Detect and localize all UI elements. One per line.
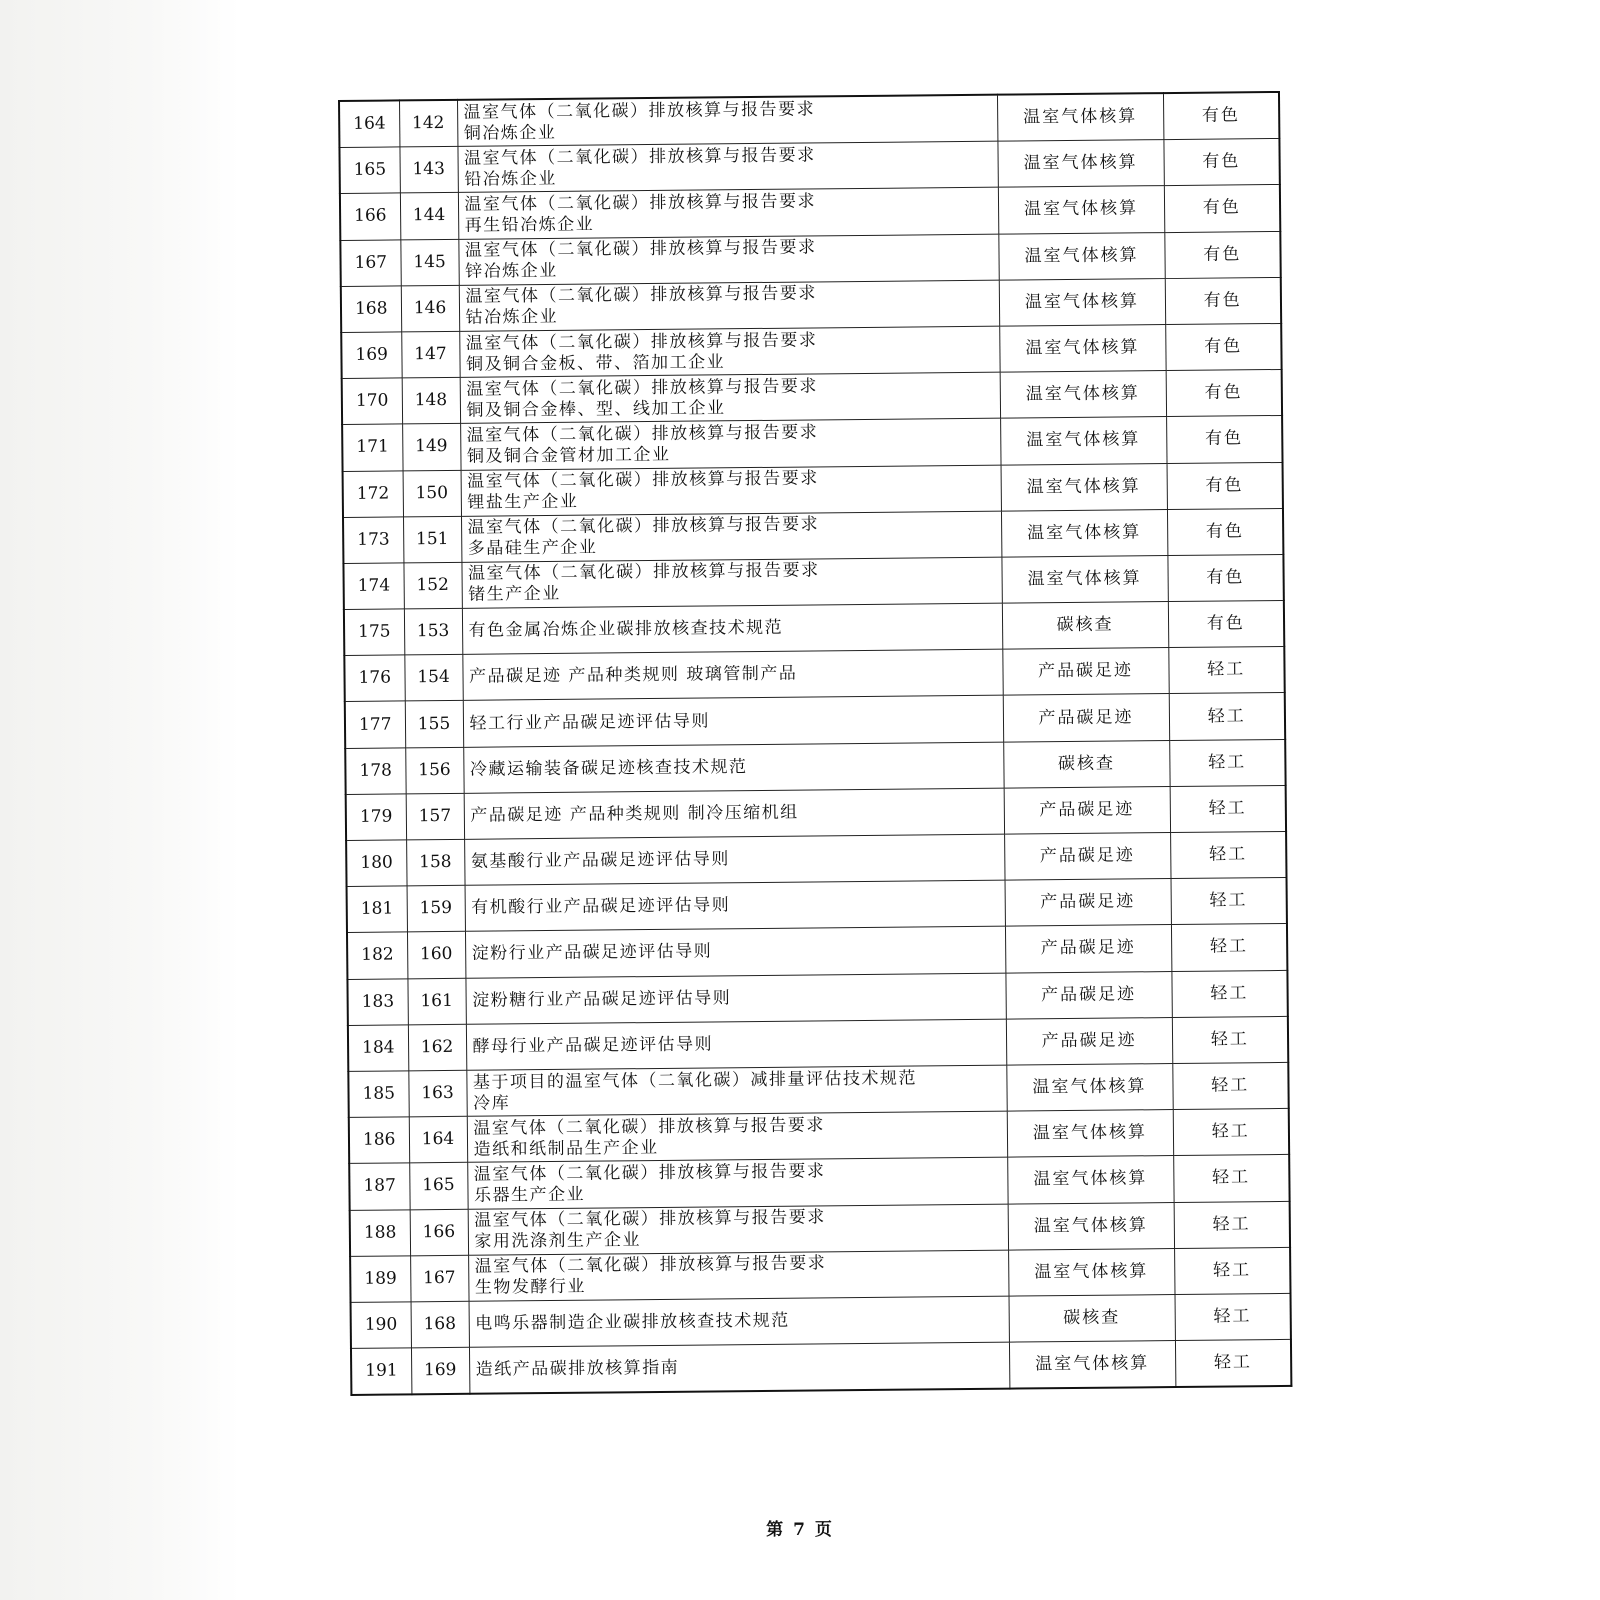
standard-name-line: 有机酸行业产品碳足迹评估导则: [471, 895, 731, 919]
cell-sequence-number: 183: [347, 978, 407, 1025]
table-body: [339, 92, 1291, 1395]
standard-name-line: 钴冶炼企业: [465, 307, 559, 329]
cell-sequence-number: 182: [347, 932, 407, 979]
cell-standard-name: [465, 880, 1005, 931]
cell-item-number: 157: [406, 793, 464, 840]
cell-standard-name: [460, 418, 1000, 469]
cell-sequence-number: 190: [351, 1302, 411, 1349]
cell-item-number: 147: [401, 331, 459, 378]
cell-category: 温室气体核算: [998, 186, 1164, 234]
cell-industry: 轻工: [1171, 970, 1287, 1017]
cell-sequence-number: 171: [342, 424, 402, 471]
cell-category: 产品碳足迹: [1002, 648, 1168, 696]
standard-name-line: 温室气体（二氧化碳）排放核算与报告要求: [466, 422, 819, 446]
cell-standard-name: [463, 742, 1003, 793]
cell-sequence-number: 165: [339, 147, 399, 194]
standard-name-line: 锂盐生产企业: [467, 491, 579, 513]
cell-standard-name: [468, 1204, 1008, 1255]
cell-standard-name: [467, 1157, 1007, 1208]
cell-sequence-number: 176: [344, 655, 404, 702]
cell-industry: 有色: [1166, 370, 1282, 417]
cell-category: 温室气体核算: [1001, 509, 1167, 557]
cell-industry: 轻工: [1174, 1247, 1290, 1294]
cell-standard-name: [469, 1296, 1009, 1347]
standard-name-line: 锗生产企业: [468, 584, 561, 606]
standard-name-line: 温室气体（二氧化碳）排放核算与报告要求: [465, 329, 818, 354]
cell-sequence-number: 169: [341, 332, 401, 379]
cell-sequence-number: 188: [350, 1209, 410, 1256]
cell-item-number: 150: [403, 470, 461, 517]
cell-standard-name: [465, 973, 1005, 1024]
cell-industry: 轻工: [1169, 739, 1285, 786]
cell-category: 温室气体核算: [999, 278, 1165, 326]
cell-sequence-number: 170: [342, 378, 402, 425]
cell-industry: 轻工: [1175, 1339, 1291, 1387]
cell-category: 温室气体核算: [999, 325, 1165, 373]
cell-sequence-number: 191: [351, 1348, 411, 1395]
page-number: 第 7 页: [766, 1520, 834, 1540]
cell-category: 温室气体核算: [1007, 1156, 1173, 1204]
cell-item-number: 144: [400, 193, 458, 240]
cell-item-number: 151: [403, 516, 461, 563]
cell-item-number: 163: [408, 1070, 466, 1117]
cell-item-number: 169: [411, 1347, 469, 1394]
standard-name-line: 有色金属冶炼企业碳排放核查技术规范: [468, 617, 784, 641]
standard-name-line: 温室气体（二氧化碳）排放核算与报告要求: [473, 1115, 825, 1139]
cell-standard-name: [465, 927, 1005, 978]
cell-industry: 有色: [1167, 554, 1283, 601]
cell-industry: 有色: [1164, 231, 1280, 278]
cell-category: 产品碳足迹: [1003, 694, 1169, 742]
cell-category: 温室气体核算: [1008, 1202, 1174, 1250]
cell-industry: 有色: [1167, 462, 1283, 509]
cell-category: 产品碳足迹: [1005, 925, 1171, 973]
cell-industry: 有色: [1163, 92, 1279, 140]
table-row: [351, 1339, 1291, 1395]
standard-name-line: 造纸和纸制品生产企业: [473, 1137, 659, 1160]
cell-industry: 轻工: [1172, 1016, 1288, 1063]
cell-category: 温室气体核算: [1009, 1341, 1175, 1389]
cell-industry: 轻工: [1171, 924, 1287, 971]
cell-industry: 轻工: [1175, 1293, 1291, 1340]
cell-industry: 有色: [1165, 277, 1281, 324]
standard-name-line: 锌冶炼企业: [465, 261, 558, 282]
cell-item-number: 165: [409, 1163, 467, 1210]
cell-category: 温室气体核算: [1001, 463, 1167, 511]
cell-standard-name: [466, 1065, 1006, 1116]
standard-name-line: 温室气体（二氧化碳）排放核算与报告要求: [467, 514, 820, 539]
standards-table: [338, 91, 1292, 1396]
cell-standard-name: [468, 1250, 1008, 1301]
cell-category: 温室气体核算: [1000, 371, 1166, 419]
standard-name-line: 温室气体（二氧化碳）排放核算与报告要求: [473, 1161, 826, 1185]
cell-item-number: 162: [408, 1024, 466, 1071]
cell-industry: 有色: [1163, 139, 1279, 186]
cell-sequence-number: 184: [348, 1025, 408, 1072]
standard-name-line: 温室气体（二氧化碳）排放核算与报告要求: [474, 1253, 827, 1278]
cell-category: 产品碳足迹: [1005, 879, 1171, 927]
standard-name-line: 淀粉糖行业产品碳足迹评估导则: [472, 987, 732, 1011]
cell-standard-name: [461, 557, 1001, 608]
cell-category: 产品碳足迹: [1004, 786, 1170, 834]
cell-industry: 轻工: [1170, 785, 1286, 832]
cell-standard-name: [457, 95, 997, 147]
cell-category: 温室气体核算: [997, 93, 1163, 141]
standard-name-line: 产品碳足迹 产品种类规则 制冷压缩机组: [470, 802, 799, 826]
cell-sequence-number: 173: [343, 517, 403, 564]
standard-name-line: 温室气体（二氧化碳）排放核算与报告要求: [464, 237, 817, 261]
cell-category: 温室气体核算: [1007, 1110, 1173, 1158]
cell-standard-name: [462, 603, 1002, 654]
standard-name-line: 铅冶炼企业: [464, 168, 557, 190]
cell-standard-name: [464, 834, 1004, 885]
standard-name-line: 家用洗涤剂生产企业: [474, 1230, 642, 1252]
cell-item-number: 153: [404, 608, 462, 655]
cell-industry: 轻工: [1173, 1155, 1289, 1202]
page-gutter: [0, 0, 240, 1600]
cell-standard-name: [464, 788, 1004, 839]
cell-sequence-number: 177: [345, 701, 405, 748]
standard-name-line: 淀粉行业产品碳足迹评估导则: [471, 941, 713, 965]
cell-item-number: 149: [402, 424, 460, 471]
cell-standard-name: [458, 234, 998, 285]
cell-category: 碳核查: [1003, 740, 1169, 788]
standard-name-line: 电鸣乐器制造企业碳排放核查技术规范: [475, 1310, 790, 1334]
standard-name-line: 氨基酸行业产品碳足迹评估导则: [470, 849, 730, 872]
standard-name-line: 温室气体（二氧化碳）排放核算与报告要求: [467, 468, 819, 492]
cell-standard-name: [463, 696, 1003, 747]
cell-sequence-number: 181: [347, 886, 407, 933]
cell-category: 温室气体核算: [1000, 417, 1166, 465]
cell-item-number: 148: [402, 377, 460, 424]
cell-industry: 有色: [1166, 416, 1282, 463]
cell-industry: 轻工: [1169, 693, 1285, 740]
standard-name-line: 冷藏运输装备碳足迹核查技术规范: [469, 756, 748, 780]
standard-name-line: 铜及铜合金板、带、箔加工企业: [465, 351, 726, 375]
cell-sequence-number: 185: [348, 1071, 408, 1118]
cell-sequence-number: 189: [350, 1256, 410, 1303]
cell-sequence-number: 174: [343, 563, 403, 610]
standard-name-line: 造纸产品碳排放核算指南: [475, 1357, 680, 1380]
standard-name-line: 产品碳足迹 产品种类规则 玻璃管制产品: [468, 663, 798, 688]
standard-name-line: 酵母行业产品碳足迹评估导则: [472, 1034, 714, 1057]
standard-name-line: 铜及铜合金棒、型、线加工企业: [466, 398, 726, 421]
cell-item-number: 164: [409, 1116, 467, 1163]
cell-category: 产品碳足迹: [1006, 1017, 1172, 1065]
cell-category: 温室气体核算: [1006, 1063, 1172, 1111]
cell-industry: 有色: [1165, 323, 1281, 370]
cell-item-number: 146: [401, 285, 459, 332]
cell-category: 温室气体核算: [1008, 1248, 1174, 1296]
cell-industry: 轻工: [1170, 831, 1286, 878]
cell-standard-name: [461, 465, 1001, 516]
cell-item-number: 154: [404, 655, 462, 702]
cell-industry: 轻工: [1168, 647, 1284, 694]
cell-standard-name: [458, 188, 998, 239]
cell-item-number: 152: [403, 562, 461, 609]
cell-sequence-number: 175: [344, 609, 404, 656]
cell-industry: 轻工: [1171, 878, 1287, 925]
cell-item-number: 167: [410, 1255, 468, 1302]
cell-item-number: 142: [399, 100, 457, 147]
cell-standard-name: [459, 326, 999, 377]
standard-name-line: 多晶硅生产企业: [467, 537, 598, 560]
cell-category: 温室气体核算: [1001, 555, 1167, 603]
standard-name-line: 再生铅冶炼企业: [464, 214, 595, 236]
cell-standard-name: [461, 511, 1001, 562]
standard-name-line: 温室气体（二氧化碳）排放核算与报告要求: [467, 560, 820, 585]
standard-name-line: 生物发酵行业: [474, 1276, 587, 1299]
cell-industry: 有色: [1167, 508, 1283, 555]
cell-standard-name: [467, 1111, 1007, 1162]
cell-standard-name: [469, 1342, 1009, 1394]
cell-sequence-number: 166: [340, 193, 400, 240]
cell-category: 温室气体核算: [998, 232, 1164, 280]
cell-category: 产品碳足迹: [1004, 833, 1170, 881]
cell-category: 碳核查: [1002, 602, 1168, 650]
standard-name-line: 铜及铜合金管材加工企业: [466, 444, 671, 467]
cell-item-number: 166: [410, 1209, 468, 1256]
cell-sequence-number: 168: [341, 286, 401, 333]
cell-standard-name: [459, 280, 999, 331]
standard-name-line: 冷库: [473, 1092, 511, 1114]
cell-sequence-number: 186: [349, 1117, 409, 1164]
cell-item-number: 156: [405, 747, 463, 794]
cell-industry: 轻工: [1172, 1062, 1288, 1109]
cell-item-number: 155: [405, 701, 463, 748]
cell-sequence-number: 167: [340, 239, 400, 286]
standard-name-line: 温室气体（二氧化碳）排放核算与报告要求: [463, 145, 816, 169]
cell-category: 碳核查: [1009, 1294, 1175, 1342]
standard-name-line: 温室气体（二氧化碳）排放核算与报告要求: [465, 283, 817, 308]
cell-item-number: 143: [399, 147, 457, 194]
cell-sequence-number: 164: [339, 100, 399, 147]
cell-industry: 有色: [1168, 601, 1284, 648]
cell-industry: 轻工: [1173, 1109, 1289, 1156]
standard-name-line: 基于项目的温室气体（二氧化碳）减排量评估技术规范: [472, 1068, 918, 1093]
cell-category: 产品碳足迹: [1005, 971, 1171, 1019]
cell-standard-name: [466, 1019, 1006, 1070]
standard-name-line: 温室气体（二氧化碳）排放核算与报告要求: [466, 376, 818, 400]
cell-item-number: 159: [407, 886, 465, 933]
standard-name-line: 温室气体（二氧化碳）排放核算与报告要求: [463, 99, 816, 123]
standards-table-wrapper: [338, 91, 1320, 1397]
cell-standard-name: [462, 649, 1002, 700]
cell-sequence-number: 180: [346, 840, 406, 887]
cell-sequence-number: 179: [346, 794, 406, 841]
cell-sequence-number: 172: [343, 470, 403, 517]
cell-item-number: 158: [406, 839, 464, 886]
cell-sequence-number: 178: [345, 748, 405, 795]
cell-item-number: 168: [411, 1301, 469, 1348]
standard-name-line: 温室气体（二氧化碳）排放核算与报告要求: [474, 1207, 826, 1231]
standard-name-line: 乐器生产企业: [473, 1184, 586, 1206]
standard-name-line: 温室气体（二氧化碳）排放核算与报告要求: [464, 191, 817, 215]
cell-sequence-number: 187: [349, 1163, 409, 1210]
cell-item-number: 145: [400, 239, 458, 286]
cell-item-number: 161: [407, 978, 465, 1025]
cell-standard-name: [460, 372, 1000, 423]
standard-name-line: 铜冶炼企业: [463, 122, 557, 144]
cell-item-number: 160: [407, 932, 465, 979]
cell-category: 温室气体核算: [997, 140, 1163, 188]
cell-industry: 有色: [1164, 185, 1280, 232]
cell-industry: 轻工: [1174, 1201, 1290, 1248]
cell-standard-name: [457, 141, 997, 192]
standard-name-line: 轻工行业产品碳足迹评估导则: [469, 710, 711, 734]
